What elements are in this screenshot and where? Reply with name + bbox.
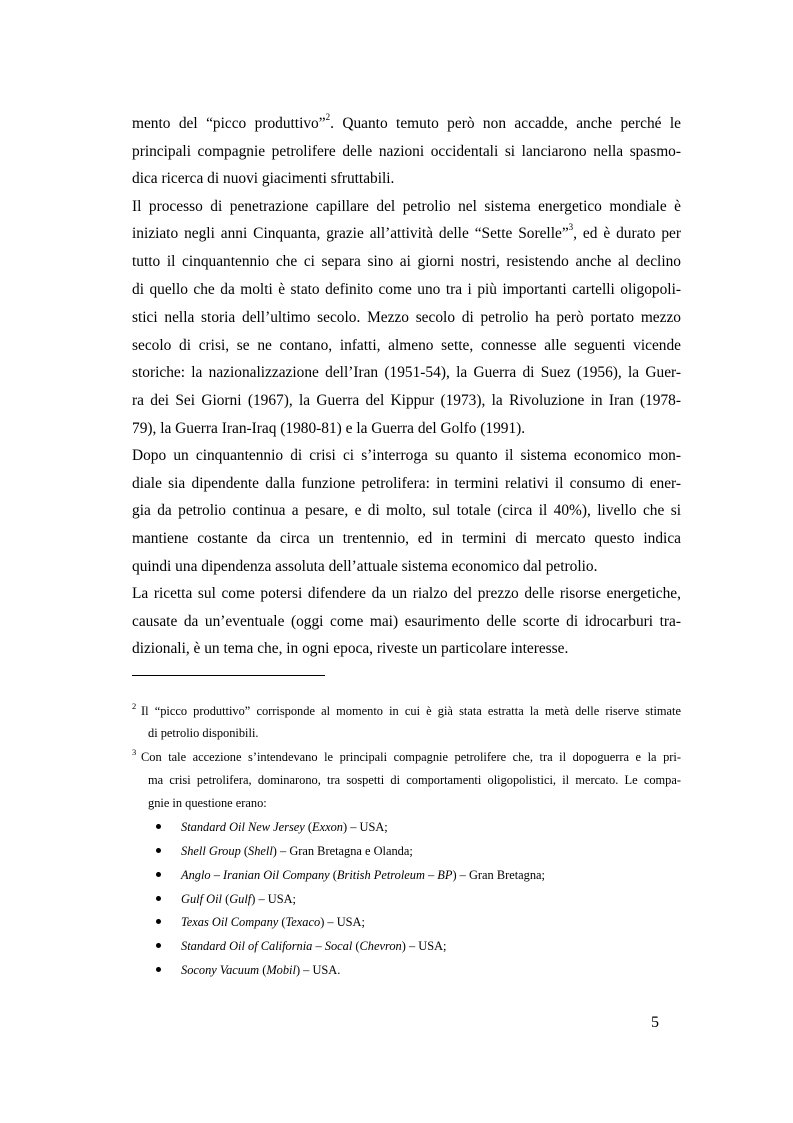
body-line: mento del “picco produttivo”$^2$. Quanto temuto però non accadde, anche perché le <box>132 112 681 132</box>
body-line: iniziato negli anni Cinquanta, grazie all’attività delle “Sette Sorelle”$^3$, ed è durato per <box>132 222 681 242</box>
body-line: dizionali, è un tema che, in ogni epoca, riveste un particolare interesse. <box>132 640 569 657</box>
bullet-icon <box>156 824 161 829</box>
body-line: principali compagnie petrolifere delle nazioni occidentali si lanciarono nella spasmo- <box>132 143 681 160</box>
body-line: Dopo un cinquantennio di crisi ci s’interroga su quanto il sistema economico mon- <box>132 447 681 464</box>
body-line: ra dei Sei Giorni (1967), la Guerra del Kippur (1973), la Rivoluzione in Iran (1978- <box>132 392 681 409</box>
body-line: dica ricerca di nuovi giacimenti sfruttabili. <box>132 170 395 187</box>
body-line: gia da petrolio continua a pesare, e di molto, sul totale (circa il 40%), livello che si <box>132 502 681 519</box>
body-line: diale sia dipendente dalla funzione petrolifera: in termini relativi il consumo di ener- <box>132 475 681 492</box>
bullet-icon <box>156 896 161 901</box>
body-line: storiche: la nazionalizzazione dell’Iran (1951-54), la Guerra di Suez (1956), la Guer- <box>132 364 681 381</box>
bullet-icon <box>156 919 161 924</box>
footnote-line: ma crisi petrolifera, dominarono, tra sospetti di comportamenti oligopolistici, il mercato. Le compa- <box>148 773 681 787</box>
body-line: mantiene costante da circa un trentennio, ed in termini di mercato questo indica <box>132 530 681 547</box>
bullet-icon <box>156 848 161 853</box>
bullet-icon <box>156 872 161 877</box>
footnote-line: gnie in questione erano: <box>148 796 267 810</box>
footnote-ref-2: 2 <box>325 112 331 122</box>
body-line: di quello che da molti è stato definito come uno tra i più importanti cartelli oligopoli- <box>132 281 681 298</box>
body-line: quindi una dipendenza assoluta dell’attuale sistema economico dal petrolio. <box>132 558 598 575</box>
footnote-separator <box>132 675 325 676</box>
bullet-icon <box>156 943 161 948</box>
footnote-number: 3 <box>132 747 137 757</box>
body-line: 79), la Guerra Iran-Iraq (1980-81) e la Guerra del Golfo (1991). <box>132 420 526 437</box>
footnote-ref-3: 3 <box>568 222 574 232</box>
footnote-line: Il “picco produttivo” corrisponde al momento in cui è già stata estratta la metà delle riserve stimate <box>141 704 681 718</box>
footnote-line: Con tale accezione s’intendevano le principali compagnie petrolifere che, tra il dopoguerra e la pri- <box>141 750 681 764</box>
bullet-icon <box>156 967 161 972</box>
body-line: Il processo di penetrazione capillare del petrolio nel sistema energetico mondiale è <box>132 198 681 215</box>
body-line: La ricetta sul come potersi difendere da un rialzo del prezzo delle risorse energetiche, <box>132 585 681 602</box>
body-line: stici nella storia dell’ultimo secolo. Mezzo secolo di petrolio ha però portato mezzo <box>132 309 681 326</box>
body-line: causate da un’eventuale (oggi come mai) esaurimento delle scorte di idrocarburi tra- <box>132 613 681 630</box>
page-number: 5 <box>651 1014 659 1031</box>
body-line: tutto il cinquantennio che ci separa sino ai giorni nostri, resistendo anche al declino <box>132 253 681 270</box>
body-line: secolo di crisi, se ne contano, infatti, almeno sette, connesse alle seguenti vicende <box>132 337 681 354</box>
footnote-line: di petrolio disponibili. <box>148 726 259 740</box>
footnote-number: 2 <box>132 701 137 711</box>
